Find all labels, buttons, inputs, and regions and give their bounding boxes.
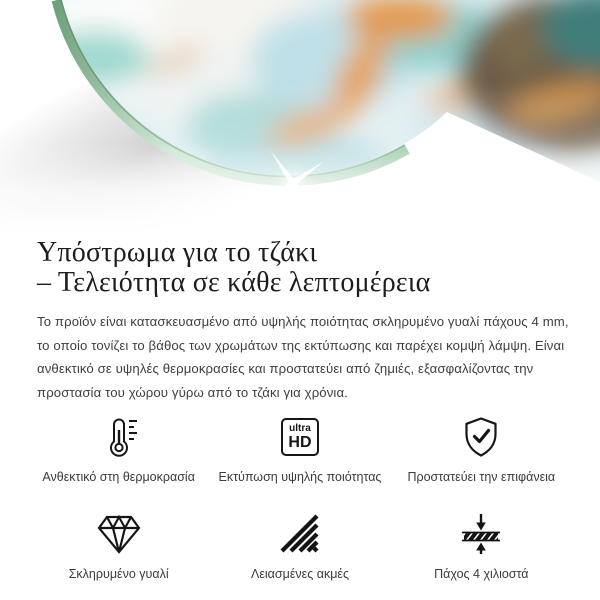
diamond-icon <box>95 511 143 557</box>
feature-label: Εκτύπωση υψηλής ποιότητας <box>218 470 382 485</box>
feature-label: Πάχος 4 χιλιοστά <box>434 567 529 582</box>
feature-label: Προστατεύει την επιφάνεια <box>407 470 556 485</box>
ultra-hd-icon-text-top: ultra <box>289 422 311 434</box>
features-grid <box>28 414 572 582</box>
feature-surface-protection <box>391 414 572 485</box>
product-photo <box>0 0 600 236</box>
feature-polished-edges <box>209 511 390 582</box>
product-description-section <box>0 236 600 404</box>
feature-label: Σκληρυμένο γυαλί <box>68 567 169 582</box>
thermometer-icon <box>97 414 141 460</box>
ultra-hd-icon <box>281 418 319 456</box>
feature-label: Ανθεκτικό στη θερμοκρασία <box>42 470 195 485</box>
page-title-line1: Υπόστρωμα για το τζάκι <box>37 237 318 268</box>
feature-tempered-glass <box>28 511 209 582</box>
thickness-icon <box>457 511 505 557</box>
feature-label: Λειασμένες ακμές <box>250 567 349 582</box>
polished-edges-icon <box>278 511 322 557</box>
shield-check-icon <box>459 414 503 460</box>
product-description-text: Το προϊόν είναι κατασκευασμένο από υψηλής ποιότητας σκληρυμένο γυαλί πάχους 4 mm, το οποίο τονίζει το βάθος των χρωμάτων της εκτύπωσης και παρέχει κομψή λάμψη. Είναι ανθεκτικό σε υψηλές θερμοκρασίες και προστατεύει από ζημιές, εξασφαλίζοντας την προστασία του χώρου γύρω από το τζάκι για χρόνια. <box>37 314 569 400</box>
feature-thickness <box>391 511 572 582</box>
feature-heat-resistant <box>28 414 209 485</box>
ultra-hd-icon-text-bottom: HD <box>288 433 312 451</box>
page-title-line2: – Τελειότητα σε κάθε λεπτομέρεια <box>37 266 431 298</box>
feature-print-quality <box>209 414 390 485</box>
page-title <box>37 238 563 297</box>
